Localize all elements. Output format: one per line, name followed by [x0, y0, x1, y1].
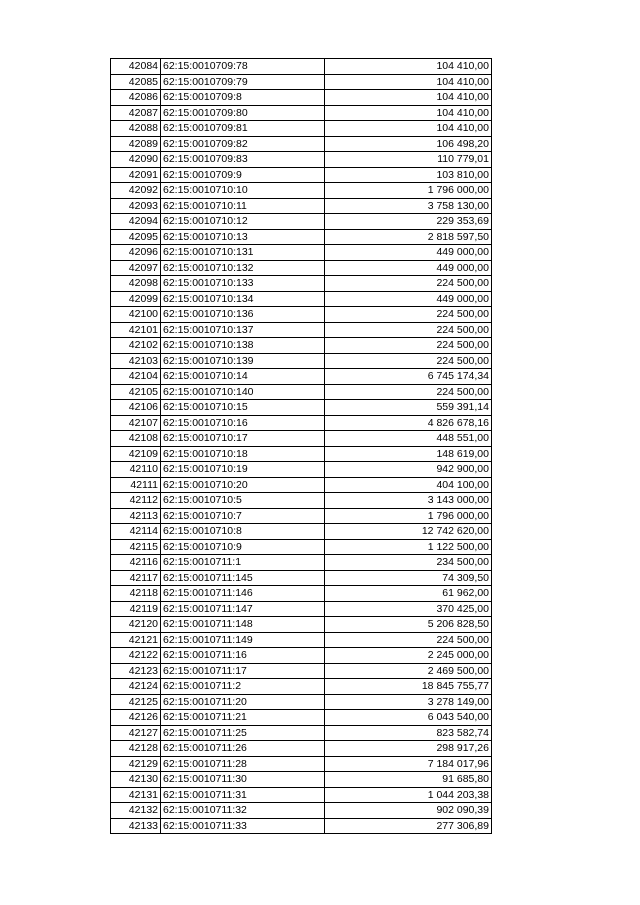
cadastral-value-cell: 104 410,00	[325, 74, 492, 90]
table-row	[111, 679, 492, 695]
table-row	[111, 59, 492, 75]
table-row	[111, 152, 492, 168]
row-number-cell: 42105	[111, 384, 161, 400]
cadastral-number-cell: 62:15:0010710:18	[161, 446, 325, 462]
cadastral-number-cell: 62:15:0010710:136	[161, 307, 325, 323]
table-row	[111, 446, 492, 462]
cadastral-value-cell: 61 962,00	[325, 586, 492, 602]
table-row	[111, 183, 492, 199]
table-row	[111, 508, 492, 524]
cadastral-number-cell: 62:15:0010711:145	[161, 570, 325, 586]
cadastral-number-cell: 62:15:0010710:133	[161, 276, 325, 292]
row-number-cell: 42084	[111, 59, 161, 75]
table-row	[111, 400, 492, 416]
table-row	[111, 803, 492, 819]
table-row	[111, 555, 492, 571]
table-row	[111, 756, 492, 772]
cadastral-number-cell: 62:15:0010710:20	[161, 477, 325, 493]
table-row	[111, 198, 492, 214]
row-number-cell: 42086	[111, 90, 161, 106]
row-number-cell: 42100	[111, 307, 161, 323]
row-number-cell: 42102	[111, 338, 161, 354]
row-number-cell: 42125	[111, 694, 161, 710]
cadastral-number-cell: 62:15:0010711:20	[161, 694, 325, 710]
row-number-cell: 42116	[111, 555, 161, 571]
cadastral-number-cell: 62:15:0010711:1	[161, 555, 325, 571]
cadastral-value-cell: 224 500,00	[325, 338, 492, 354]
cadastral-value-cell: 1 044 203,38	[325, 787, 492, 803]
table-row	[111, 105, 492, 121]
row-number-cell: 42091	[111, 167, 161, 183]
cadastral-number-cell: 62:15:0010710:16	[161, 415, 325, 431]
row-number-cell: 42112	[111, 493, 161, 509]
table-row	[111, 539, 492, 555]
row-number-cell: 42113	[111, 508, 161, 524]
cadastral-value-cell: 91 685,80	[325, 772, 492, 788]
cadastral-value-cell: 106 498,20	[325, 136, 492, 152]
cadastral-number-cell: 62:15:0010711:21	[161, 710, 325, 726]
cadastral-value-cell: 942 900,00	[325, 462, 492, 478]
table-row	[111, 586, 492, 602]
row-number-cell: 42115	[111, 539, 161, 555]
row-number-cell: 42088	[111, 121, 161, 137]
cadastral-value-cell: 103 810,00	[325, 167, 492, 183]
table-row	[111, 648, 492, 664]
cadastral-value-cell: 3 278 149,00	[325, 694, 492, 710]
cadastral-number-cell: 62:15:0010711:148	[161, 617, 325, 633]
row-number-cell: 42131	[111, 787, 161, 803]
row-number-cell: 42133	[111, 818, 161, 834]
row-number-cell: 42101	[111, 322, 161, 338]
row-number-cell: 42103	[111, 353, 161, 369]
cadastral-value-cell: 234 500,00	[325, 555, 492, 571]
row-number-cell: 42094	[111, 214, 161, 230]
cadastral-value-cell: 2 469 500,00	[325, 663, 492, 679]
table-row	[111, 369, 492, 385]
table-body	[111, 59, 492, 834]
cadastral-value-cell: 370 425,00	[325, 601, 492, 617]
cadastral-value-cell: 2 245 000,00	[325, 648, 492, 664]
row-number-cell: 42087	[111, 105, 161, 121]
cadastral-number-cell: 62:15:0010710:139	[161, 353, 325, 369]
cadastral-value-cell: 148 619,00	[325, 446, 492, 462]
cadastral-number-cell: 62:15:0010711:147	[161, 601, 325, 617]
cadastral-number-cell: 62:15:0010710:131	[161, 245, 325, 261]
cadastral-value-cell: 1 796 000,00	[325, 183, 492, 199]
cadastral-number-cell: 62:15:0010710:10	[161, 183, 325, 199]
cadastral-value-cell: 7 184 017,96	[325, 756, 492, 772]
cadastral-number-cell: 62:15:0010710:11	[161, 198, 325, 214]
cadastral-number-cell: 62:15:0010709:82	[161, 136, 325, 152]
cadastral-value-cell: 104 410,00	[325, 59, 492, 75]
table-row	[111, 431, 492, 447]
cadastral-number-cell: 62:15:0010710:19	[161, 462, 325, 478]
row-number-cell: 42093	[111, 198, 161, 214]
cadastral-value-cell: 449 000,00	[325, 291, 492, 307]
cadastral-number-cell: 62:15:0010711:149	[161, 632, 325, 648]
table-row	[111, 214, 492, 230]
table-row	[111, 694, 492, 710]
table-row	[111, 710, 492, 726]
cadastral-value-cell: 298 917,26	[325, 741, 492, 757]
row-number-cell: 42128	[111, 741, 161, 757]
row-number-cell: 42106	[111, 400, 161, 416]
cadastral-value-cell: 224 500,00	[325, 353, 492, 369]
table-row	[111, 121, 492, 137]
cadastral-number-cell: 62:15:0010710:132	[161, 260, 325, 276]
row-number-cell: 42098	[111, 276, 161, 292]
cadastral-value-cell: 104 410,00	[325, 90, 492, 106]
cadastral-value-cell: 110 779,01	[325, 152, 492, 168]
row-number-cell: 42122	[111, 648, 161, 664]
cadastral-number-cell: 62:15:0010711:32	[161, 803, 325, 819]
cadastral-value-cell: 277 306,89	[325, 818, 492, 834]
cadastral-number-cell: 62:15:0010710:134	[161, 291, 325, 307]
cadastral-value-cell: 1 122 500,00	[325, 539, 492, 555]
row-number-cell: 42108	[111, 431, 161, 447]
cadastral-number-cell: 62:15:0010710:13	[161, 229, 325, 245]
table-row	[111, 338, 492, 354]
cadastral-value-cell: 6 043 540,00	[325, 710, 492, 726]
table-row	[111, 477, 492, 493]
table-row	[111, 260, 492, 276]
cadastral-number-cell: 62:15:0010711:28	[161, 756, 325, 772]
table-row	[111, 493, 492, 509]
table-row	[111, 384, 492, 400]
table-row	[111, 772, 492, 788]
table-row	[111, 74, 492, 90]
cadastral-number-cell: 62:15:0010711:26	[161, 741, 325, 757]
cadastral-number-cell: 62:15:0010711:146	[161, 586, 325, 602]
row-number-cell: 42089	[111, 136, 161, 152]
cadastral-number-cell: 62:15:0010710:138	[161, 338, 325, 354]
table-row	[111, 632, 492, 648]
cadastral-value-table	[110, 58, 492, 834]
cadastral-value-cell: 224 500,00	[325, 276, 492, 292]
cadastral-number-cell: 62:15:0010710:17	[161, 431, 325, 447]
table-row	[111, 90, 492, 106]
cadastral-value-cell: 18 845 755,77	[325, 679, 492, 695]
row-number-cell: 42123	[111, 663, 161, 679]
cadastral-value-cell: 224 500,00	[325, 384, 492, 400]
cadastral-number-cell: 62:15:0010709:80	[161, 105, 325, 121]
cadastral-number-cell: 62:15:0010711:17	[161, 663, 325, 679]
table-row	[111, 167, 492, 183]
cadastral-number-cell: 62:15:0010710:12	[161, 214, 325, 230]
table-row	[111, 601, 492, 617]
cadastral-number-cell: 62:15:0010710:137	[161, 322, 325, 338]
table-row	[111, 524, 492, 540]
cadastral-value-cell: 229 353,69	[325, 214, 492, 230]
cadastral-number-cell: 62:15:0010711:2	[161, 679, 325, 695]
row-number-cell: 42095	[111, 229, 161, 245]
table-row	[111, 307, 492, 323]
cadastral-value-cell: 74 309,50	[325, 570, 492, 586]
row-number-cell: 42126	[111, 710, 161, 726]
table-row	[111, 291, 492, 307]
row-number-cell: 42085	[111, 74, 161, 90]
cadastral-value-cell: 4 826 678,16	[325, 415, 492, 431]
cadastral-number-cell: 62:15:0010711:30	[161, 772, 325, 788]
cadastral-number-cell: 62:15:0010710:8	[161, 524, 325, 540]
row-number-cell: 42119	[111, 601, 161, 617]
table-row	[111, 663, 492, 679]
cadastral-value-cell: 449 000,00	[325, 260, 492, 276]
cadastral-number-cell: 62:15:0010711:25	[161, 725, 325, 741]
cadastral-value-cell: 224 500,00	[325, 322, 492, 338]
cadastral-value-cell: 224 500,00	[325, 632, 492, 648]
cadastral-value-cell: 6 745 174,34	[325, 369, 492, 385]
row-number-cell: 42110	[111, 462, 161, 478]
table-row	[111, 617, 492, 633]
cadastral-number-cell: 62:15:0010710:5	[161, 493, 325, 509]
cadastral-value-cell: 823 582,74	[325, 725, 492, 741]
row-number-cell: 42109	[111, 446, 161, 462]
row-number-cell: 42117	[111, 570, 161, 586]
table-row	[111, 415, 492, 431]
cadastral-value-cell: 449 000,00	[325, 245, 492, 261]
table-row	[111, 229, 492, 245]
table-row	[111, 787, 492, 803]
row-number-cell: 42107	[111, 415, 161, 431]
row-number-cell: 42114	[111, 524, 161, 540]
cadastral-value-cell: 448 551,00	[325, 431, 492, 447]
cadastral-value-cell: 3 143 000,00	[325, 493, 492, 509]
table-row	[111, 741, 492, 757]
table-row	[111, 136, 492, 152]
cadastral-value-cell: 224 500,00	[325, 307, 492, 323]
cadastral-value-cell: 12 742 620,00	[325, 524, 492, 540]
cadastral-value-cell: 104 410,00	[325, 121, 492, 137]
cadastral-number-cell: 62:15:0010709:8	[161, 90, 325, 106]
cadastral-number-cell: 62:15:0010709:83	[161, 152, 325, 168]
row-number-cell: 42090	[111, 152, 161, 168]
table-row	[111, 276, 492, 292]
table-row	[111, 245, 492, 261]
row-number-cell: 42096	[111, 245, 161, 261]
row-number-cell: 42132	[111, 803, 161, 819]
table-row	[111, 462, 492, 478]
cadastral-value-cell: 559 391,14	[325, 400, 492, 416]
cadastral-value-cell: 1 796 000,00	[325, 508, 492, 524]
cadastral-number-cell: 62:15:0010709:81	[161, 121, 325, 137]
row-number-cell: 42099	[111, 291, 161, 307]
cadastral-value-cell: 902 090,39	[325, 803, 492, 819]
cadastral-number-cell: 62:15:0010711:33	[161, 818, 325, 834]
cadastral-value-cell: 404 100,00	[325, 477, 492, 493]
cadastral-number-cell: 62:15:0010711:31	[161, 787, 325, 803]
table-row	[111, 725, 492, 741]
cadastral-value-cell: 2 818 597,50	[325, 229, 492, 245]
row-number-cell: 42124	[111, 679, 161, 695]
cadastral-number-cell: 62:15:0010709:79	[161, 74, 325, 90]
row-number-cell: 42111	[111, 477, 161, 493]
table-row	[111, 570, 492, 586]
cadastral-number-cell: 62:15:0010710:9	[161, 539, 325, 555]
row-number-cell: 42129	[111, 756, 161, 772]
table-row	[111, 353, 492, 369]
row-number-cell: 42120	[111, 617, 161, 633]
cadastral-number-cell: 62:15:0010710:15	[161, 400, 325, 416]
row-number-cell: 42130	[111, 772, 161, 788]
row-number-cell: 42121	[111, 632, 161, 648]
row-number-cell: 42097	[111, 260, 161, 276]
row-number-cell: 42092	[111, 183, 161, 199]
cadastral-number-cell: 62:15:0010710:14	[161, 369, 325, 385]
row-number-cell: 42104	[111, 369, 161, 385]
cadastral-value-cell: 104 410,00	[325, 105, 492, 121]
cadastral-number-cell: 62:15:0010709:78	[161, 59, 325, 75]
row-number-cell: 42127	[111, 725, 161, 741]
cadastral-number-cell: 62:15:0010710:7	[161, 508, 325, 524]
cadastral-number-cell: 62:15:0010711:16	[161, 648, 325, 664]
table-row	[111, 818, 492, 834]
row-number-cell: 42118	[111, 586, 161, 602]
table-row	[111, 322, 492, 338]
cadastral-value-cell: 5 206 828,50	[325, 617, 492, 633]
cadastral-value-cell: 3 758 130,00	[325, 198, 492, 214]
cadastral-number-cell: 62:15:0010709:9	[161, 167, 325, 183]
cadastral-number-cell: 62:15:0010710:140	[161, 384, 325, 400]
